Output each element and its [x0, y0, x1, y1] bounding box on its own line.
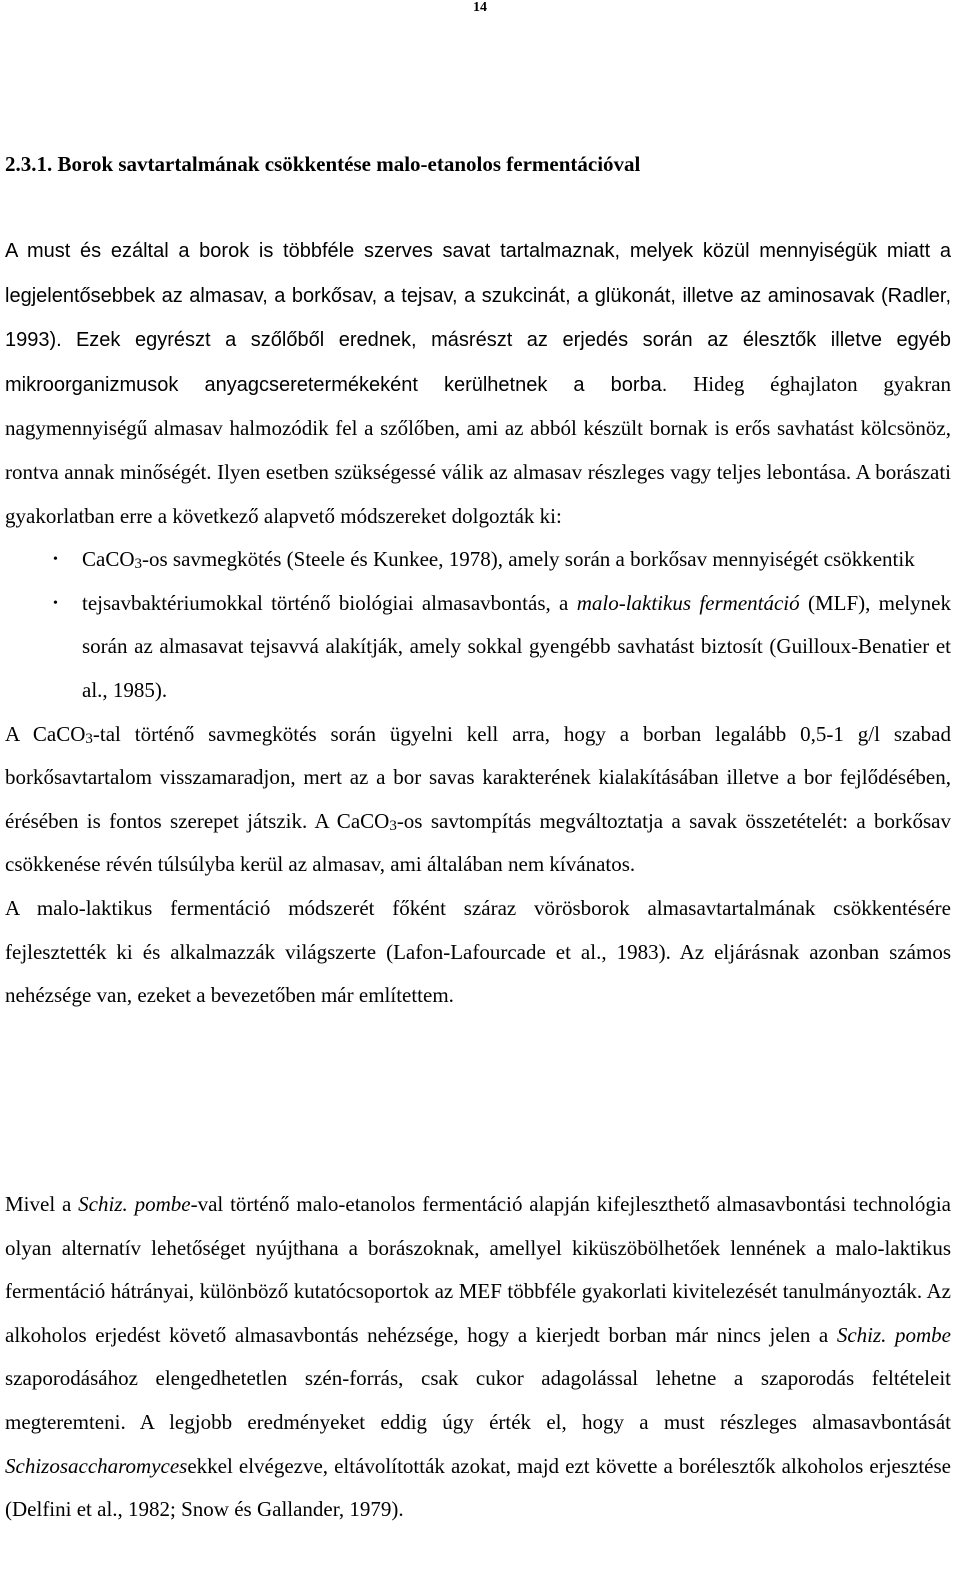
section-heading: 2.3.1. Borok savtartalmának csökkentése malo-etanolos fermentációval	[5, 152, 641, 176]
paragraph-mlf: A malo-laktikus fermentáció módszerét főként száraz vörösborok almasavtartalmának csökkentésére fejlesztették ki és alkalmazzák világszerte (Lafon-Lafourcade et al., 1983). Az eljárásnak azonban számos nehézsége van, ezeket a bevezetőben már említettem.	[5, 895, 951, 1008]
body-text-upper	[5, 229, 951, 1018]
list-item-caco3: • CaCO$_3$-os savmegkötés (Steele és Kunkee, 1978), amely során a borkősav mennyiségét csökkentik	[5, 538, 951, 582]
list-item-mlf: • tejsavbaktériumokkal történő biológiai almasavbontás, a malo-laktikus fermentáció (MLF), melynek során az almasavat tejsavvá alakítják, amely sokkal gyengébb savhatást biztosít (Guilloux-Benatier et al., 1985).	[5, 582, 951, 713]
page-number: 14	[473, 0, 487, 15]
body-text-lower	[5, 1183, 951, 1532]
sentence-acids: A must és ezáltal a borok is többféle szerves savat tartalmaznak, melyek közül mennyiségük miatt a legjelentősebbek az almasav, a borkősav, a tejsav, a szukcinát, a glükonát, illetve az aminosavak (Radler, 1993).	[5, 240, 951, 352]
paragraph-organic-acids	[5, 229, 951, 538]
paragraph-schiz-pombe: Mivel a Schiz. pombe-val történő malo-etanolos fermentáció alapján kifejleszthető almasavbontási technológia olyan alternatív lehetőséget nyújthana a borászoknak, amellyel kiküszöbölhetőek lennének a malo-laktikus fermentáció hátrányai, különböző kutatócsoportok az MEF többféle gyakorlati kivitelezését tanulmányozták. Az alkoholos erjedést követő almasavbontás nehézsége, hogy a kierjedt borban már nincs jelen a Schiz. pombe szaporodásához elengedhetetlen szén-forrás, csak cukor adagolással lehetne a szaporodás feltételeit megteremteni. A legjobb eredményeket eddig úgy érték el, hogy a must részleges almasavbontását Schizosaccharomycesekkel elvégezve, eltávolították azokat, majd ezt követte a borélesztők alkoholos erjesztése (Delfini et al., 1982; Snow és Gallander, 1979).	[5, 1192, 951, 1522]
sentence-origin: Ezek egyrészt a szőlőből erednek, másrészt az erjedés során az élesztők illetve egyéb mikroorganizmusok anyagcseretermékeként kerülhetnek a borba.	[5, 329, 951, 396]
methods-list	[5, 538, 951, 712]
paragraph-caco3: A CaCO$_3$-tal történő savmegkötés során ügyelni kell arra, hogy a borban legalább 0,5-1 g/l szabad borkősavtartalom visszamaradjon, mert az a bor savas karakterének kialakításában illetve a bor fejlődésében, érésében is fontos szerepet játszik. A CaCO$_3$-os savtompítás megváltoztatja a savak összetételét: a borkősav csökkenése révén túlsúlyba kerül az almasav, ami általában nem kívánatos.	[5, 721, 951, 877]
sentence-cold-climate: Hideg éghajlaton gyakran nagymennyiségű almasav halmozódik fel a szőlőben, ami az abból készült bornak is erős savhatást kölcsönöz, rontva annak minőségét. Ilyen esetben szükségessé válik az almasav részleges vagy teljes lebontása. A borászati gyakorlatban erre a következő alapvető módszereket dolgozták ki:	[5, 371, 952, 528]
